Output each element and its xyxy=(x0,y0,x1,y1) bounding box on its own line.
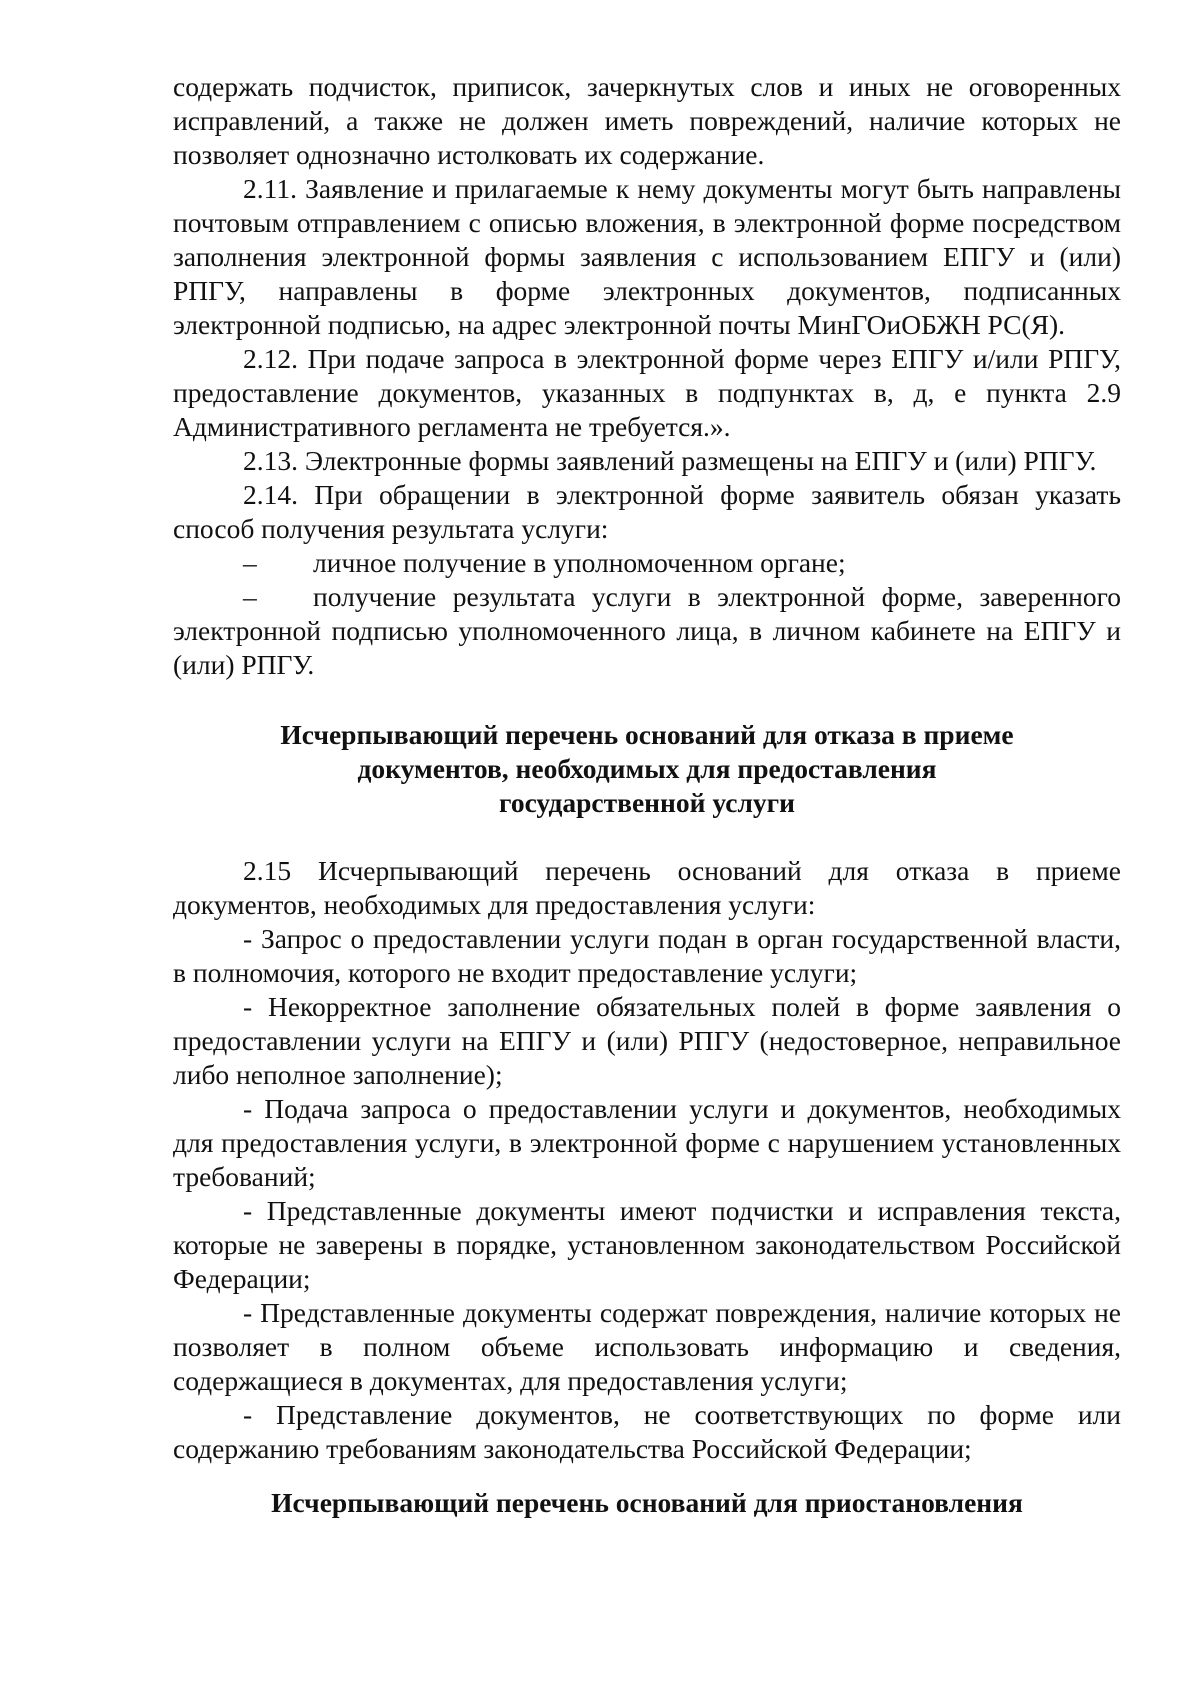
paragraph-continuation: содержать подчисток, приписок, зачеркнутых слов и иных не оговоренных исправлений, а также не должен иметь повреждений, наличие которых не позволяет однозначно истолковать их содержание. xyxy=(173,71,1121,170)
list-item: - Представленные документы имеют подчистки и исправления текста, которые не заверены в порядке, установленном законодательством Российской Федерации; xyxy=(173,1195,1121,1294)
paragraph-2-11: 2.11. Заявление и прилагаемые к нему документы могут быть направлены почтовым отправлением с описью вложения, в электронной форме посредством заполнения электронной формы заявления с использованием ЕПГУ и (или) РПГУ, направлены в форме электронных документов, подписанных электронной подписью, на адрес электронной почты МинГОиОБЖН РС(Я). xyxy=(173,173,1121,340)
list-item: - Запрос о предоставлении услуги подан в орган государственной власти, в полномочия, которого не входит предоставление услуги; xyxy=(173,923,1121,988)
list-item xyxy=(173,546,1121,580)
heading-line: Исчерпывающий перечень оснований для отказа в приеме xyxy=(280,719,1014,750)
heading-line: Исчерпывающий перечень оснований для приостановления xyxy=(271,1487,1023,1518)
section-heading-refusal xyxy=(173,718,1121,820)
list-item: - Некорректное заполнение обязательных полей в форме заявления о предоставлении услуги на ЕПГУ и (или) РПГУ (недостоверное, неправильное либо неполное заполнение); xyxy=(173,991,1121,1090)
list-item xyxy=(173,580,1121,682)
paragraph-2-14: 2.14. При обращении в электронной форме заявитель обязан указать способ получения результата услуги: xyxy=(173,479,1121,544)
list-item: - Подача запроса о предоставлении услуги и документов, необходимых для предоставления услуги, в электронной форме с нарушением установленных требований; xyxy=(173,1093,1121,1192)
heading-line: документов, необходимых для предоставления xyxy=(357,753,937,784)
paragraph-2-13: 2.13. Электронные формы заявлений размещены на ЕПГУ и (или) РПГУ. xyxy=(243,445,1097,476)
paragraph-2-15: 2.15 Исчерпывающий перечень оснований для отказа в приеме документов, необходимых для предоставления услуги: xyxy=(173,855,1121,920)
dash-bullet: – xyxy=(243,547,257,578)
paragraph-2-12: 2.12. При подаче запроса в электронной форме через ЕПГУ и/или РПГУ, предоставление документов, указанных в подпунктах в, д, е пункта 2.9 Административного регламента не требуется.». xyxy=(173,343,1121,442)
list-item: - Представление документов, не соответствующих по форме или содержанию требованиям законодательства Российской Федерации; xyxy=(173,1399,1121,1464)
list-item: - Представленные документы содержат повреждения, наличие которых не позволяет в полном объеме использовать информацию и сведения, содержащиеся в документах, для предоставления услуги; xyxy=(173,1297,1121,1396)
list-item-text: личное получение в уполномоченном органе; xyxy=(313,547,846,578)
dash-bullet: – xyxy=(243,581,257,612)
section-heading-suspension xyxy=(173,1486,1121,1520)
list-item-text: получение результата услуги в электронной форме, заверенного электронной подписью уполномоченного лица, в личном кабинете на ЕПГУ и (или) РПГУ. xyxy=(173,581,1121,680)
heading-line: государственной услуги xyxy=(499,787,795,818)
document-body xyxy=(173,70,1121,1520)
